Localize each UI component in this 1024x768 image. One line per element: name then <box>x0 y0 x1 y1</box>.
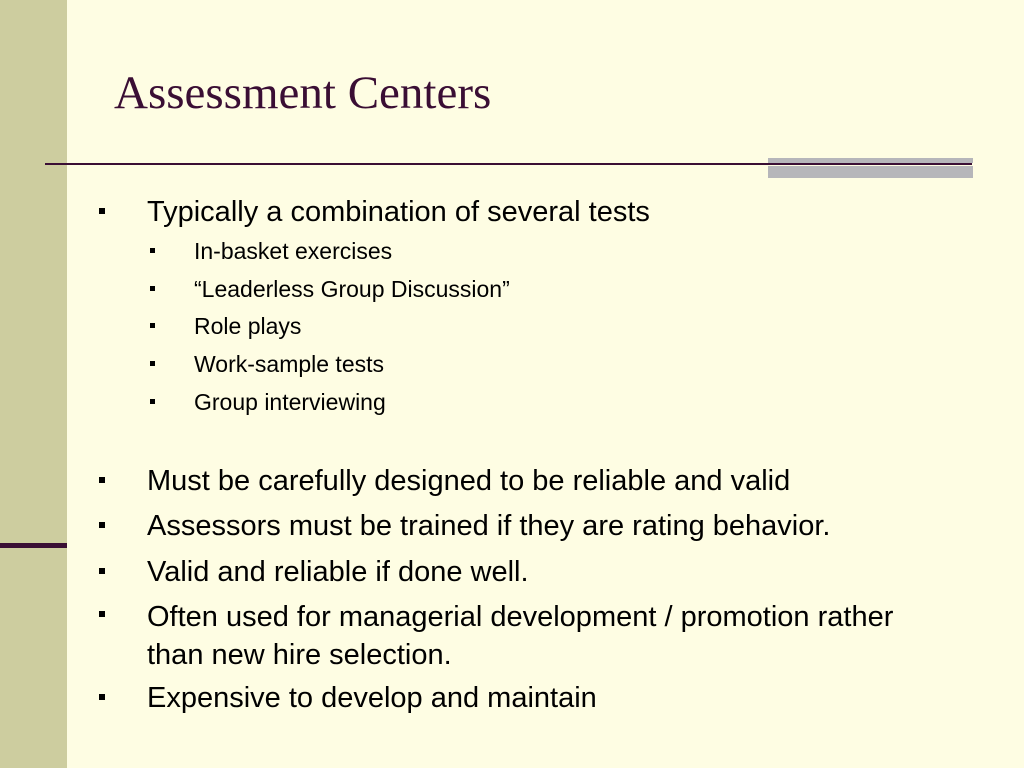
square-bullet-icon <box>150 399 155 404</box>
slide-title: Assessment Centers <box>114 67 492 119</box>
bullet-text: Must be carefully designed to be reliable and valid <box>147 465 791 497</box>
square-bullet-icon <box>99 568 105 574</box>
bullet-text: Often used for managerial development / promotion rather than new hire selection. <box>147 601 894 671</box>
title-accent-bar <box>768 158 973 178</box>
sub-bullet-text: In-basket exercises <box>194 238 393 264</box>
left-band-accent-line <box>0 543 67 548</box>
bullet-text: Valid and reliable if done well. <box>147 556 529 588</box>
bullet-text: Typically a combination of several tests <box>147 196 650 228</box>
square-bullet-icon <box>99 611 105 617</box>
sub-bullet-text: “Leaderless Group Discussion” <box>194 276 510 302</box>
square-bullet-icon <box>99 208 105 214</box>
square-bullet-icon <box>150 361 155 366</box>
bullet-text: Expensive to develop and maintain <box>147 682 597 714</box>
title-underline-rule <box>45 163 972 165</box>
square-bullet-icon <box>99 477 105 483</box>
square-bullet-icon <box>99 522 105 528</box>
bullet-text: Assessors must be trained if they are rating behavior. <box>147 510 831 542</box>
left-decorative-band <box>0 0 67 768</box>
sub-bullet-text: Group interviewing <box>194 389 386 415</box>
sub-bullet-text: Role plays <box>194 313 302 339</box>
sub-bullet-text: Work-sample tests <box>194 351 385 377</box>
square-bullet-icon <box>150 286 155 291</box>
square-bullet-icon <box>150 323 155 328</box>
square-bullet-icon <box>150 248 155 253</box>
square-bullet-icon <box>99 694 105 700</box>
